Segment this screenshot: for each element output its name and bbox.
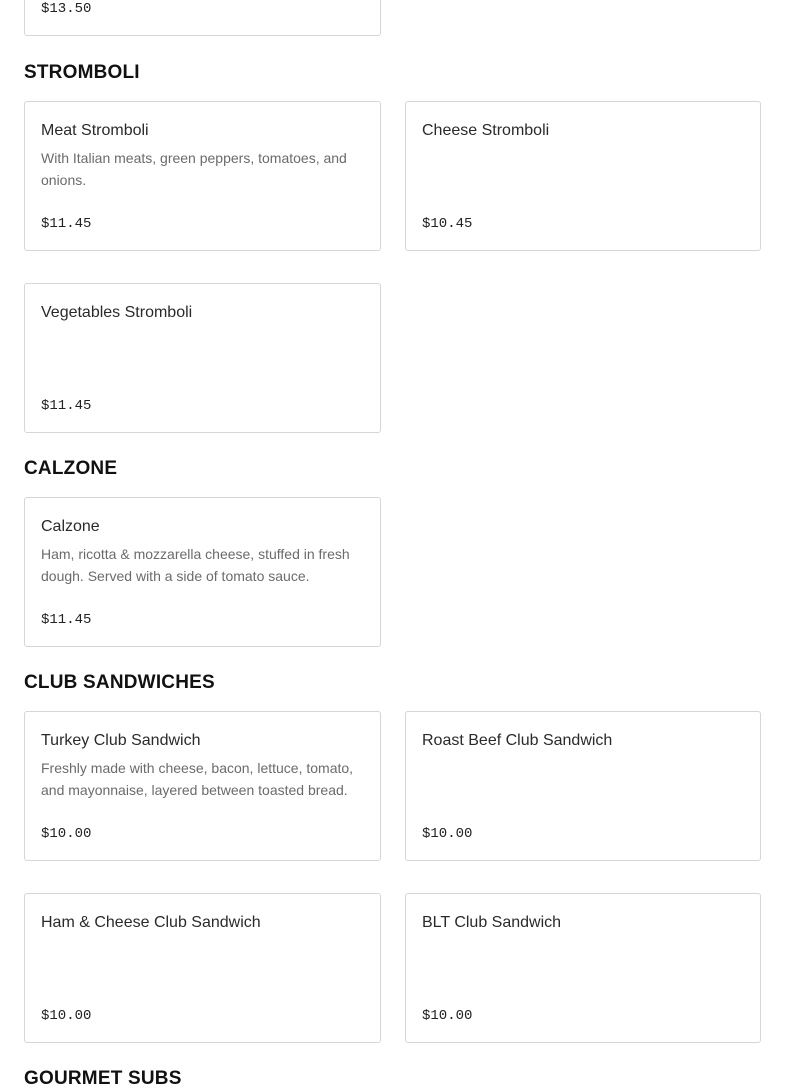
item-name: Vegetables Stromboli — [41, 304, 193, 321]
item-name: Turkey Club Sandwich — [41, 732, 201, 749]
section-title-gourmet-subs: GOURMET SUBS — [24, 1068, 182, 1089]
item-name: Cheese Stromboli — [422, 122, 550, 139]
item-description: Freshly made with cheese, bacon, lettuce, tomato, and mayonnaise, layered between toasted bread. — [41, 760, 354, 798]
item-name: Calzone — [41, 518, 100, 535]
menu-item-card[interactable] — [24, 283, 381, 433]
item-price: $10.00 — [422, 826, 473, 842]
item-description: Ham, ricotta & mozzarella cheese, stuffed in fresh dough. Served with a side of tomato sauce. — [41, 546, 350, 584]
menu-item-card[interactable] — [24, 893, 381, 1043]
section-title-club-sandwiches: CLUB SANDWICHES — [24, 672, 215, 693]
item-price: $11.45 — [41, 612, 92, 628]
item-price: $10.00 — [41, 826, 92, 842]
item-name: Meat Stromboli — [41, 122, 149, 139]
menu-item-card[interactable] — [24, 497, 381, 647]
menu-item-card[interactable] — [24, 101, 381, 251]
item-name: BLT Club Sandwich — [422, 914, 562, 931]
item-price: $10.00 — [422, 1008, 473, 1024]
menu-grid-calzone — [24, 497, 761, 647]
item-price: $11.45 — [41, 398, 92, 414]
menu-item-card[interactable] — [405, 893, 761, 1043]
menu-item-card[interactable] — [405, 711, 761, 861]
item-price: $13.50 — [41, 1, 92, 17]
section-title-stromboli: STROMBOLI — [24, 62, 140, 83]
menu-item-card[interactable] — [24, 0, 381, 36]
item-name: Roast Beef Club Sandwich — [422, 732, 613, 749]
menu-grid-stromboli — [24, 101, 761, 433]
section-title-calzone: CALZONE — [24, 458, 118, 479]
menu-grid-club-sandwiches — [24, 711, 761, 1043]
menu-item-card[interactable] — [24, 711, 381, 861]
item-price: $10.00 — [41, 1008, 92, 1024]
item-price: $11.45 — [41, 216, 92, 232]
menu-item-card[interactable] — [405, 101, 761, 251]
item-description: With Italian meats, green peppers, tomatoes, and onions. — [41, 150, 347, 188]
item-name: Ham & Cheese Club Sandwich — [41, 914, 261, 931]
item-price: $10.45 — [422, 216, 473, 232]
